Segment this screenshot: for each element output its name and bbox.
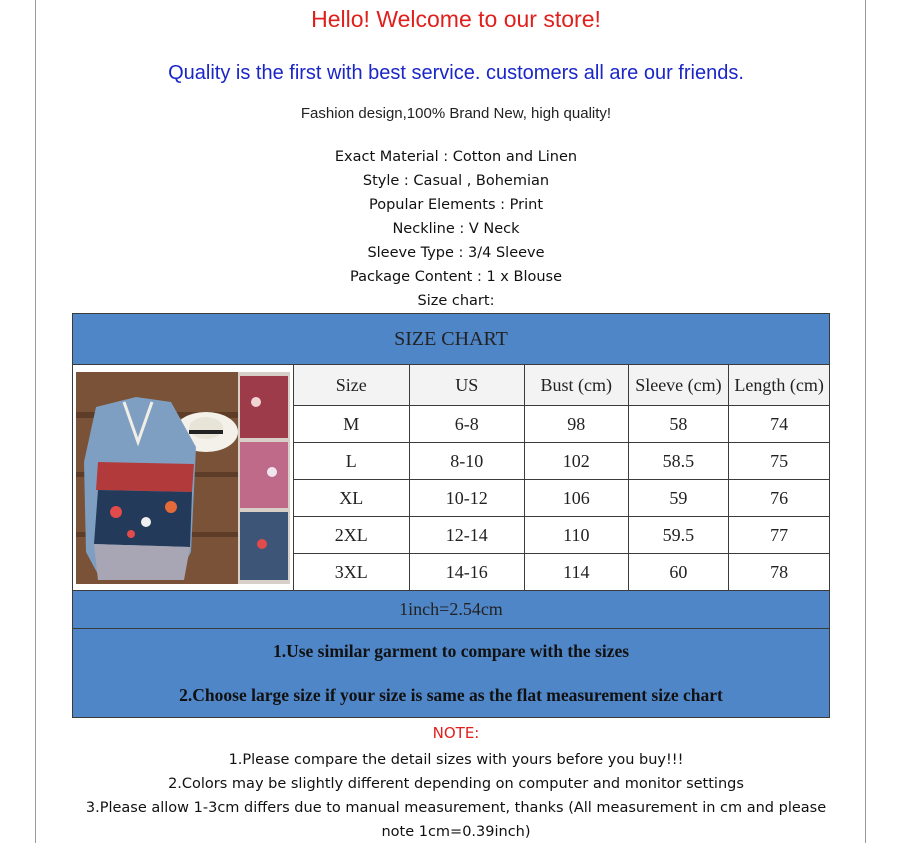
table-cell: 102 xyxy=(524,443,628,480)
column-header-sleeve: Sleeve (cm) xyxy=(628,365,729,406)
column-header-size: Size xyxy=(294,365,410,406)
fashion-tagline: Fashion design,100% Brand New, high quality! xyxy=(300,105,612,122)
table-cell: 74 xyxy=(729,406,830,443)
column-header-bust: Bust (cm) xyxy=(524,365,628,406)
table-cell: M xyxy=(294,406,410,443)
note-title: NOTE: xyxy=(432,724,480,742)
table-cell: 2XL xyxy=(294,517,410,554)
spec-material: Exact Material : Cotton and Linen xyxy=(334,149,578,165)
table-cell: 98 xyxy=(524,406,628,443)
quality-slogan: Quality is the first with best service. customers all are our friends. xyxy=(168,62,744,84)
notes-list xyxy=(0,748,912,844)
size-chart-table xyxy=(72,313,830,718)
table-cell: 60 xyxy=(628,554,729,591)
table-cell: 59 xyxy=(628,480,729,517)
column-header-us: US xyxy=(409,365,524,406)
table-cell: 59.5 xyxy=(628,517,729,554)
note-item: 3.Please allow 1-3cm differs due to manual measurement, thanks (All measurement in cm and please note 1cm=0.39inch) xyxy=(85,800,827,840)
inch-conversion: 1inch=2.54cm xyxy=(73,591,830,629)
table-cell: 110 xyxy=(524,517,628,554)
table-cell: 14-16 xyxy=(409,554,524,591)
spec-elements: Popular Elements : Print xyxy=(368,197,544,213)
note-item: 2.Colors may be slightly different depending on computer and monitor settings xyxy=(168,776,744,792)
table-cell: 75 xyxy=(729,443,830,480)
table-cell: 114 xyxy=(524,554,628,591)
blouse-photo-illustration xyxy=(76,372,290,584)
table-cell: XL xyxy=(294,480,410,517)
table-cell: 6-8 xyxy=(409,406,524,443)
size-chart-title: SIZE CHART xyxy=(73,314,830,365)
table-cell: 58 xyxy=(628,406,729,443)
welcome-heading: Hello! Welcome to our store! xyxy=(311,6,601,32)
table-cell: 3XL xyxy=(294,554,410,591)
spec-neckline: Neckline : V Neck xyxy=(392,221,520,237)
spec-style: Style : Casual , Bohemian xyxy=(362,173,550,189)
spec-size-chart-label: Size chart: xyxy=(417,293,495,309)
tip-choose-large: 2.Choose large size if your size is same as the flat measurement size chart xyxy=(179,685,723,705)
note-item: 1.Please compare the detail sizes with yours before you buy!!! xyxy=(228,752,684,768)
tip-similar-garment: 1.Use similar garment to compare with the sizes xyxy=(272,641,630,661)
product-image-cell xyxy=(73,365,294,591)
table-cell: L xyxy=(294,443,410,480)
table-cell: 12-14 xyxy=(409,517,524,554)
table-cell: 78 xyxy=(729,554,830,591)
table-cell: 58.5 xyxy=(628,443,729,480)
table-cell: 77 xyxy=(729,517,830,554)
spec-package: Package Content : 1 x Blouse xyxy=(349,269,563,285)
measurement-tips xyxy=(73,629,830,718)
table-cell: 8-10 xyxy=(409,443,524,480)
product-photo xyxy=(76,372,290,584)
product-specs xyxy=(0,145,912,313)
column-header-length: Length (cm) xyxy=(729,365,830,406)
table-cell: 10-12 xyxy=(409,480,524,517)
table-cell: 106 xyxy=(524,480,628,517)
spec-sleeve-type: Sleeve Type : 3/4 Sleeve xyxy=(367,245,545,261)
table-cell: 76 xyxy=(729,480,830,517)
